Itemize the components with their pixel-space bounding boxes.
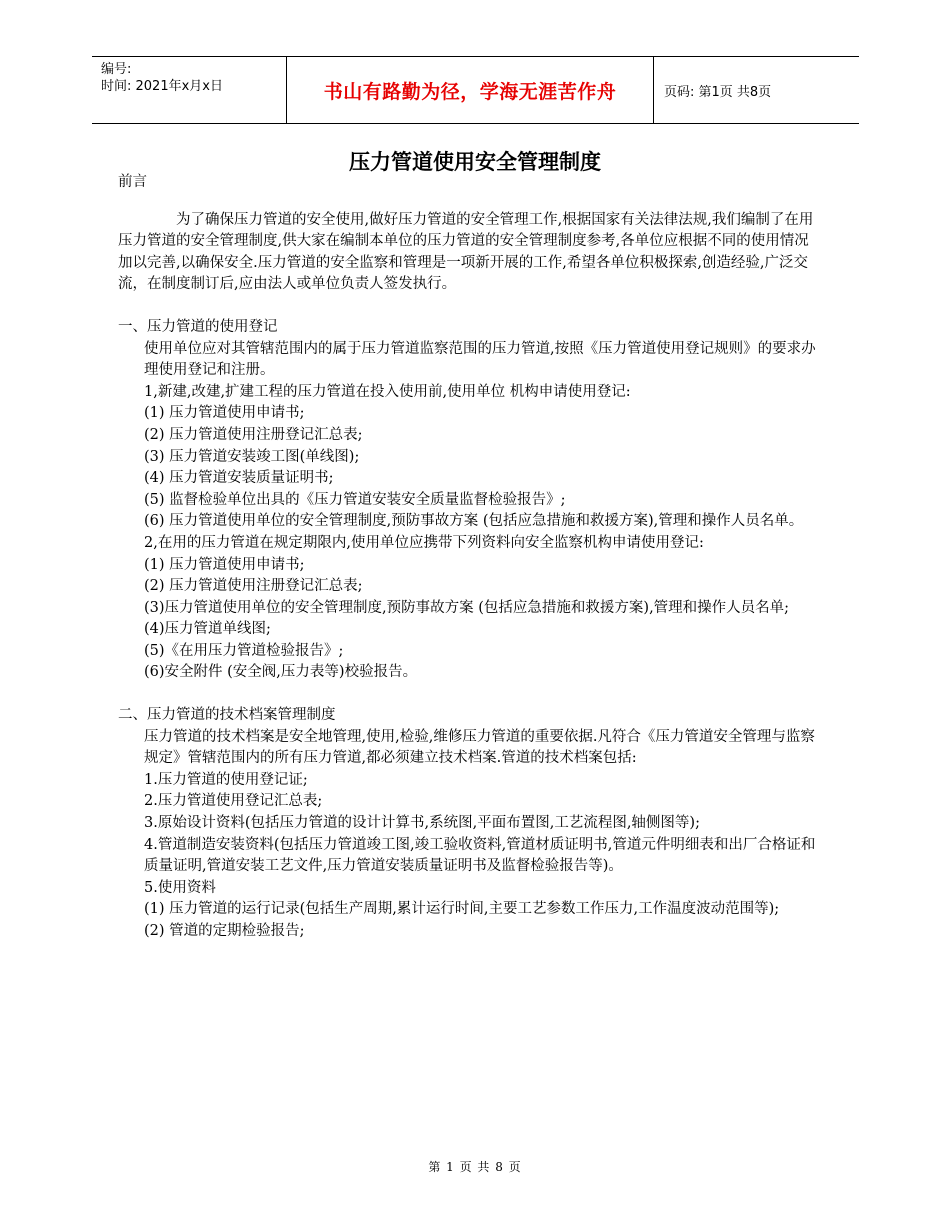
document-title: 压力管道使用安全管理制度 [349,150,601,174]
section-2-line: 压力管道的技术档案是安全地管理,使用,检验,维修压力管道的重要依据.凡符合《压力管道安全管理与监察规定》管辖范围内的所有压力管道,都必须建立技术档案.管道的技术档案包括: [144,728,815,767]
section-1-line: (5)《在用压力管道检验报告》; [144,642,344,659]
section-1-line: (3)压力管道使用单位的安全管理制度,预防事故方案 (包括应急措施和救援方案),管理和操作人员名单; [144,599,790,616]
section-1-line: (3) 压力管道安装竣工图(单线图); [144,448,360,465]
document-body [118,172,818,943]
section-1-body [118,339,818,685]
section-1-line: (2) 压力管道使用注册登记汇总表; [144,578,363,595]
section-1-line: (1) 压力管道使用申请书; [144,556,305,573]
section-1-line: (1) 压力管道使用申请书; [144,405,305,422]
section-1-line: (5) 监督检验单位出具的《压力管道安装安全质量监督检验报告》; [144,491,566,508]
page-footer: 第 1 页 共 8 页 [428,1160,522,1174]
section-2-line: 4.管道制造安装资料(包括压力管道竣工图,竣工验收资料,管道材质证明书,管道元件明细表和出厂合格证和质量证明,管道安装工艺文件,压力管道安装质量证明书及监督检验报告等)。 [144,836,816,875]
section-2-line: (2) 管道的定期检验报告; [144,923,305,939]
header-page-info: 页码: 第1页 共8页 [664,84,772,100]
section-1-line: 1,新建,改建,扩建工程的压力管道在投入使用前,使用单位 机构申请使用登记: [144,383,631,400]
section-2-body [118,727,818,943]
intro-paragraph: 为了确保压力管道的安全使用,做好压力管道的安全管理工作,根据国家有关法律法规,我们编制了在用压力管道的安全管理制度,供大家在编制本单位的压力管道的安全管理制度参考,各单位应根据不同的使用情况加以完善,以确保安全.压力管道的安全监察和管理是一项新开展的工作,希望各单位积极探索,创造经验,广泛交流，在制度制订后,应由法人或单位负责人签发执行。 [118,211,814,293]
section-2-line: 1.压力管道的使用登记证; [144,771,308,788]
section-1-line: (4) 压力管道安装质量证明书; [144,470,334,487]
section-1-title: 一、压力管道的使用登记 [118,318,278,335]
header-meta [92,57,286,123]
section-1-line: (4)压力管道单线图; [144,621,271,638]
section-2-title: 二、压力管道的技术档案管理制度 [118,707,336,724]
section-2-line: (1) 压力管道的运行记录(包括生产周期,累计运行时间,主要工艺参数工作压力,工作温度波动范围等); [144,901,780,918]
section-1-line: 2,在用的压力管道在规定期限内,使用单位应携带下列资料向安全监察机构申请使用登记: [144,534,704,551]
section-2-line: 5.使用资料 [144,879,216,896]
document-time: 时间: 2021年x月x日 [101,79,223,94]
header-table [92,56,859,124]
section-1-line: (2) 压力管道使用注册登记汇总表; [144,426,363,443]
section-1-line: 使用单位应对其管辖范围内的属于压力管道监察范围的压力管道,按照《压力管道使用登记规则》的要求办理使用登记和注册。 [144,340,816,379]
section-2-line: 2.压力管道使用登记汇总表; [144,793,323,810]
section-1-line: (6) 压力管道使用单位的安全管理制度,预防事故方案 (包括应急措施和救援方案),管理和操作人员名单。 [144,513,804,530]
section-1-line: (6)安全附件 (安全阀,压力表等)校验报告。 [144,664,418,681]
header-slogan: 书山有路勤为径，学海无涯苦作舟 [286,57,654,123]
preface-heading: 前言 [118,174,147,190]
document-number: 编号: [101,62,132,77]
section-2-line: 3.原始设计资料(包括压力管道的设计计算书,系统图,平面布置图,工艺流程图,轴侧图等); [144,815,700,832]
